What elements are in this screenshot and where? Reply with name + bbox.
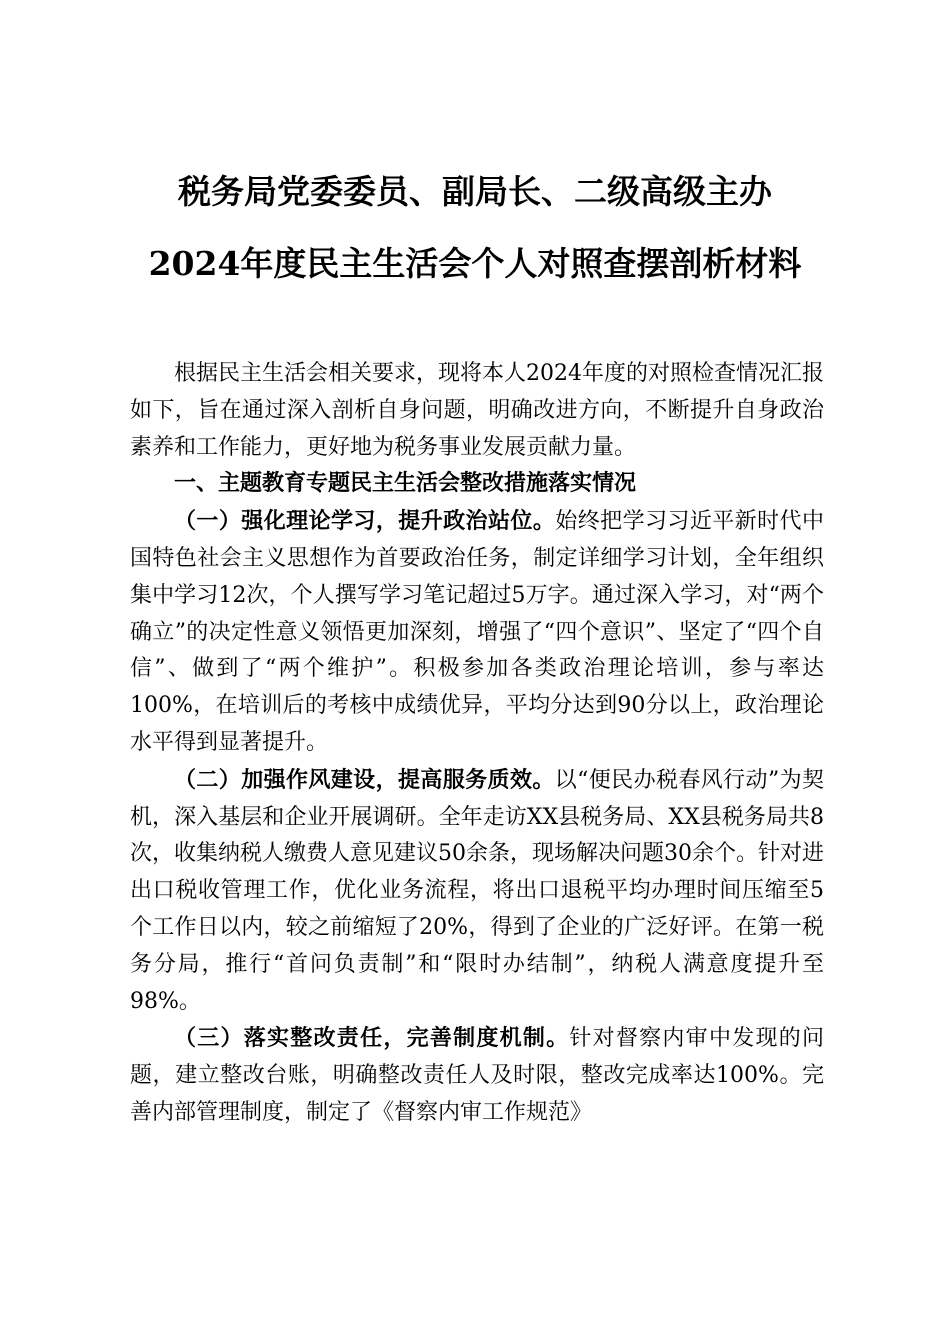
paragraph-3-text: 针对督察内审中发现的问题，建立整改台账，明确整改责任人及时限，整改完成率达100%。完善内部管理制度，制定了《督察内审工作规范》: [130, 1026, 824, 1125]
paragraph-3-lead: （三）落实整改责任，完善制度机制。: [174, 1025, 570, 1052]
paragraph-1: [130, 503, 824, 762]
intro-paragraph: 根据民主生活会相关要求，现将本人2024年度的对照检查情况汇报如下，旨在通过深入剖析自身问题，明确改进方向，不断提升自身政治素养和工作能力，更好地为税务事业发展贡献力量。: [130, 361, 824, 460]
paragraph-3: [130, 1020, 824, 1131]
section-heading-1: 一、主题教育专题民主生活会整改措施落实情况: [174, 471, 637, 497]
paragraph-2: [130, 762, 824, 1021]
document-body: [130, 356, 824, 1132]
document-title-line-2: 2024年度民主生活会个人对照查摆剖析材料: [148, 244, 802, 283]
document-title-line-1: 税务局党委委员、副局长、二级高级主办: [178, 172, 772, 211]
paragraph-2-text: 以“便民办税春风行动”为契机，深入基层和企业开展调研。全年走访XX县税务局、XX县税务局共8次，收集纳税人缴费人意见建议50余条，现场解决问题30余个。针对进出口税收管理工作，优化业务流程，将出口退税平均办理时间压缩至5个工作日以内，较之前缩短了20%，得到了企业的广泛好评。在第一税务分局，推行“首问负责制”和“限时办结制”，纳税人满意度提升至98%。: [130, 767, 824, 1014]
paragraph-2-lead: （二）加强作风建设，提高服务质效。: [174, 766, 555, 793]
paragraph-1-lead: （一）强化理论学习，提升政治站位。: [174, 508, 556, 535]
paragraph-1-text: 始终把学习习近平新时代中国特色社会主义思想作为首要政治任务，制定详细学习计划，全年组织集中学习12次，个人撰写学习笔记超过5万字。通过深入学习，对“两个确立”的决定性意义领悟更加深刻，增强了“四个意识”、坚定了“四个自信”、做到了“两个维护”。积极参加各类政治理论培训，参与率达100%，在培训后的考核中成绩优异，平均分达到90分以上，政治理论水平得到显著提升。: [130, 509, 824, 755]
